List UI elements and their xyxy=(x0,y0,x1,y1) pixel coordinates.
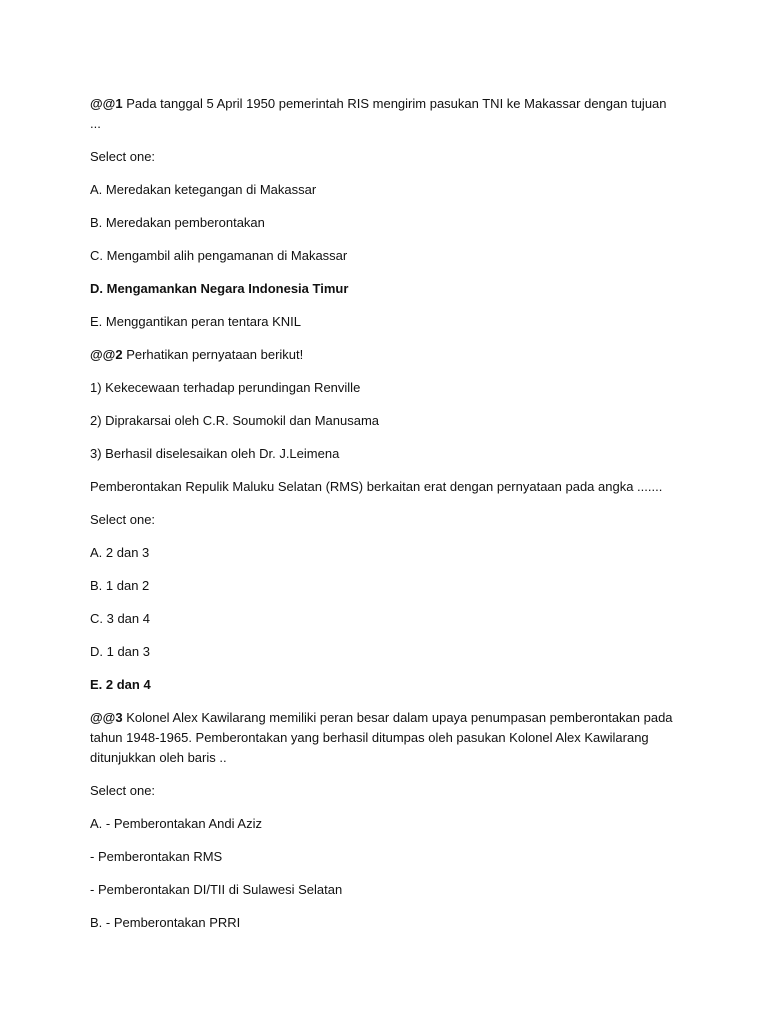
option-c: C. Mengambil alih pengamanan di Makassar xyxy=(90,248,348,263)
question-text: Kolonel Alex Kawilarang memiliki peran besar dalam upaya penumpasan pemberontakan pada tahun 1948-1965. Pemberontakan yang berhasil ditumpas oleh pasukan Kolonel Alex Kawilarang ditunjukkan oleh baris .. xyxy=(90,710,673,765)
select-one-label: Select one: xyxy=(90,149,156,164)
option-c: C. 3 dan 4 xyxy=(90,611,150,626)
question-2-prompt: Pemberontakan Repulik Maluku Selatan (RMS) berkaitan erat dengan pernyataan pada angka ....... xyxy=(90,479,663,494)
statement-2: 2) Diprakarsai oleh C.R. Soumokil dan Manusama xyxy=(90,413,380,428)
statement-1: 1) Kekecewaan terhadap perundingan Renville xyxy=(90,380,361,395)
select-one-label: Select one: xyxy=(90,512,156,527)
question-number: @@1 xyxy=(90,96,123,111)
option-e-answer: E. 2 dan 4 xyxy=(90,677,151,692)
select-one-label: Select one: xyxy=(90,783,156,798)
question-2-stem xyxy=(90,345,675,365)
option-b: B. Meredakan pemberontakan xyxy=(90,215,265,230)
question-1-stem xyxy=(90,94,675,134)
option-b: B. 1 dan 2 xyxy=(90,578,150,593)
question-3-stem xyxy=(90,708,675,768)
option-d-answer: D. Mengamankan Negara Indonesia Timur xyxy=(90,281,349,296)
option-b-line-1: B. - Pemberontakan PRRI xyxy=(90,915,241,930)
document-content xyxy=(90,94,675,946)
option-d: D. 1 dan 3 xyxy=(90,644,150,659)
option-a-line-2: - Pemberontakan RMS xyxy=(90,849,223,864)
question-number: @@2 xyxy=(90,347,123,362)
question-number: @@3 xyxy=(90,710,123,725)
option-e: E. Menggantikan peran tentara KNIL xyxy=(90,314,302,329)
question-text: Perhatikan pernyataan berikut! xyxy=(122,347,304,362)
option-a-line-1: A. - Pemberontakan Andi Aziz xyxy=(90,816,262,831)
statement-3: 3) Berhasil diselesaikan oleh Dr. J.Leimena xyxy=(90,446,340,461)
option-a: A. 2 dan 3 xyxy=(90,545,150,560)
option-a: A. Meredakan ketegangan di Makassar xyxy=(90,182,317,197)
option-a-line-3: - Pemberontakan DI/TII di Sulawesi Selatan xyxy=(90,882,343,897)
question-text: Pada tanggal 5 April 1950 pemerintah RIS mengirim pasukan TNI ke Makassar dengan tujuan ... xyxy=(90,96,667,131)
